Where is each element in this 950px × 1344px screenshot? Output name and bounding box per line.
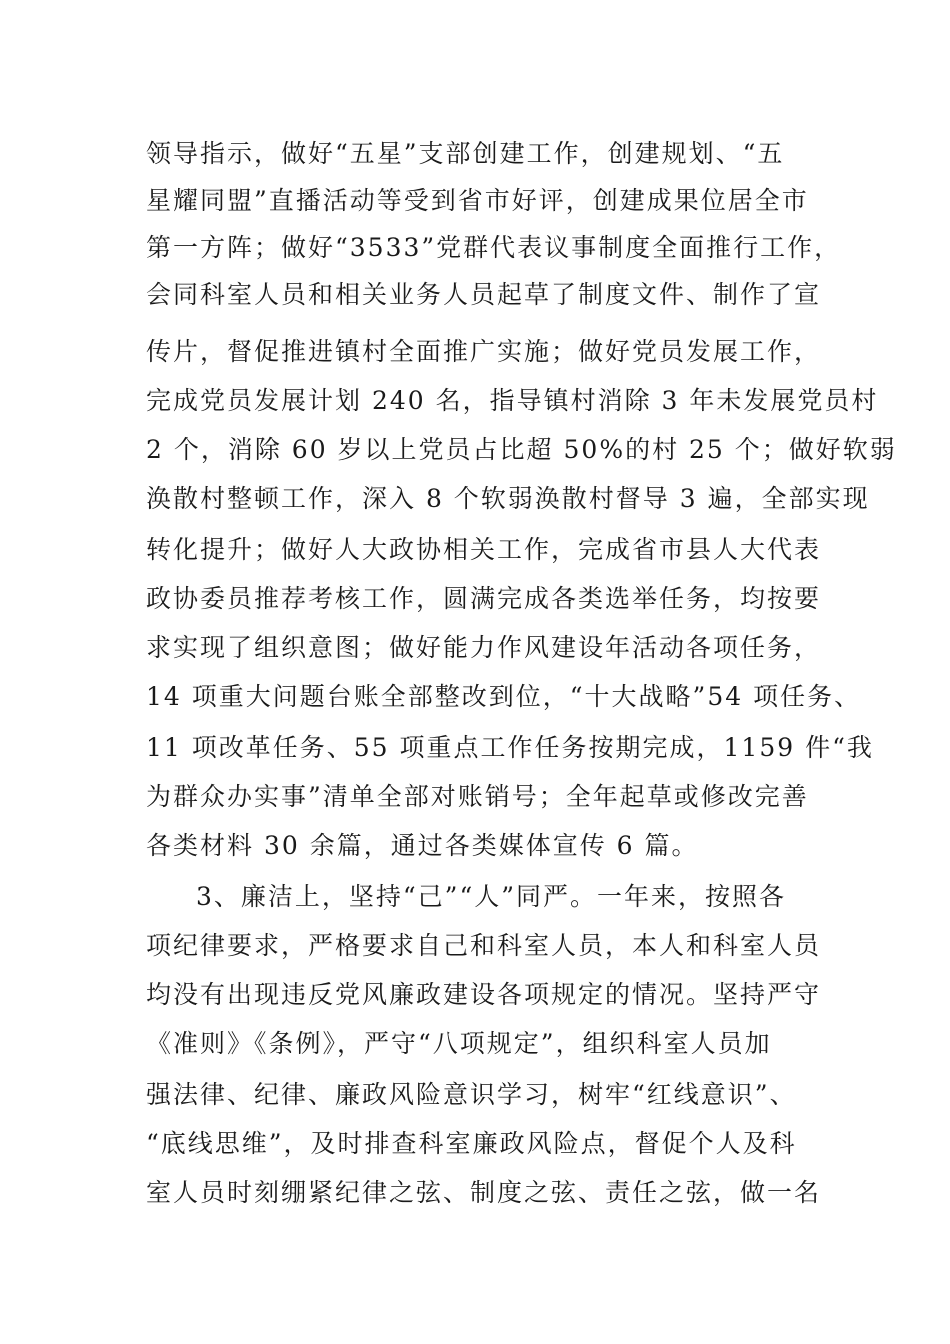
text-line: 均没有出现违反党风廉政建设各项规定的情况。坚持严守 — [146, 980, 822, 1009]
text-line: 11 项改革任务、55 项重点工作任务按期完成，1159 件“我 — [146, 733, 874, 762]
text-line: 政协委员推荐考核工作，圆满完成各类选举任务，均按要 — [146, 584, 822, 613]
text-line: 涣散村整顿工作，深入 8 个软弱涣散村督导 3 遍，全部实现 — [146, 484, 870, 513]
text-line: “底线思维”，及时排查科室廉政风险点，督促个人及科 — [146, 1129, 797, 1158]
text-line: 《准则》《条例》，严守“八项规定”，组织科室人员加 — [146, 1029, 772, 1058]
text-line: 室人员时刻绷紧纪律之弦、制度之弦、责任之弦，做一名 — [146, 1178, 822, 1207]
text-line: 强法律、纪律、廉政风险意识学习，树牢“红线意识”、 — [146, 1080, 797, 1109]
text-line: 第一方阵；做好“3533”党群代表议事制度全面推行工作， — [146, 233, 842, 262]
text-line: 3、廉洁上，坚持“己”“人”同严。一年来，按照各 — [196, 882, 787, 911]
text-line: 各类材料 30 余篇，通过各类媒体宣传 6 篇。 — [146, 831, 699, 860]
text-line: 完成党员发展计划 240 名，指导镇村消除 3 年未发展党员村 — [146, 386, 879, 415]
text-line: 转化提升；做好人大政协相关工作，完成省市县人大代表 — [146, 535, 822, 564]
text-line: 传片，督促推进镇村全面推广实施；做好党员发展工作， — [146, 337, 822, 366]
text-line: 领导指示，做好“五星”支部创建工作，创建规划、“五 — [146, 139, 785, 168]
text-line: 求实现了组织意图；做好能力作风建设年活动各项任务， — [146, 633, 822, 662]
text-line: 2 个，消除 60 岁以上党员占比超 50%的村 25 个；做好软弱 — [146, 435, 897, 464]
text-line: 为群众办实事”清单全部对账销号；全年起草或修改完善 — [146, 782, 809, 811]
text-line: 项纪律要求，严格要求自己和科室人员，本人和科室人员 — [146, 931, 822, 960]
text-line: 会同科室人员和相关业务人员起草了制度文件、制作了宣 — [146, 280, 822, 309]
text-line: 14 项重大问题台账全部整改到位，“十大战略”54 项任务、 — [146, 682, 862, 711]
text-line: 星耀同盟”直播活动等受到省市好评，创建成果位居全市 — [146, 186, 809, 215]
